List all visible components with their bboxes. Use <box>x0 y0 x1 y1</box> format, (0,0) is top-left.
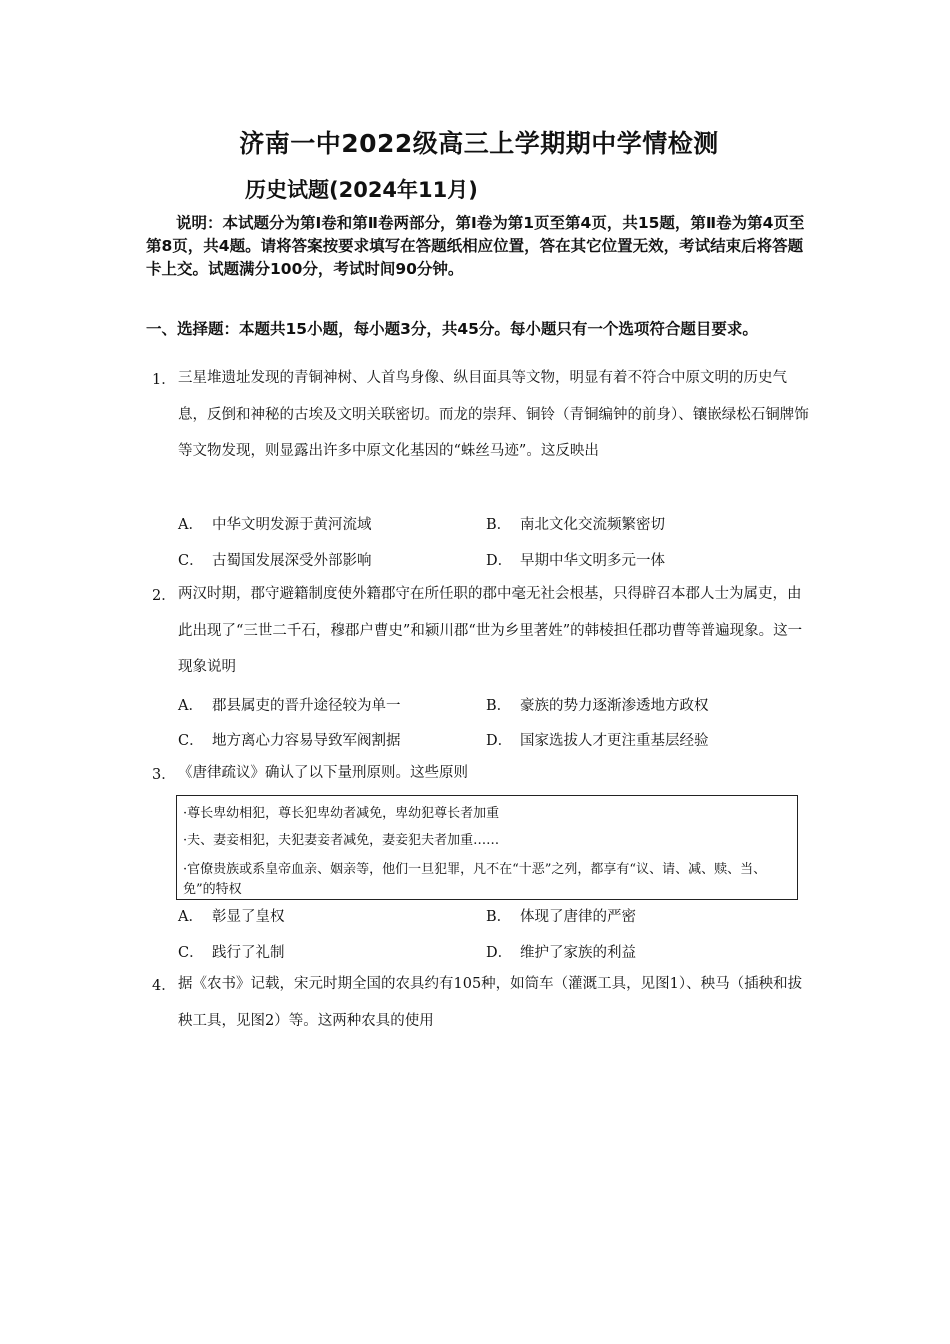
question-number: 2． <box>152 588 176 604</box>
question-stem: 《唐律疏议》确认了以下量刑原则。这些原则 <box>178 765 468 781</box>
option-letter: D． <box>486 945 513 961</box>
exam-title: 济南一中2022级高三上学期期中学情检测 <box>239 129 719 158</box>
option-a[interactable] <box>178 905 285 926</box>
option-text: 郡县属吏的晋升途径较为单一 <box>212 698 401 714</box>
question-number: 1． <box>152 372 176 388</box>
exam-instructions: 说明：本试题分为第Ⅰ卷和第Ⅱ卷两部分，第Ⅰ卷为第1页至第4页，共15题，第Ⅱ卷为第4页至第8页，共4题。请将答案按要求填写在答题纸相应位置，答在其它位置无效，考试结束后将答题卡上交。试题满分100分，考试时间90分钟。 <box>146 214 805 278</box>
option-b[interactable] <box>486 905 636 926</box>
option-letter: C． <box>178 553 204 569</box>
option-a[interactable] <box>178 694 401 715</box>
option-letter: D． <box>486 733 513 749</box>
option-letter: B． <box>486 909 512 925</box>
quote-line: ·官僚贵族或系皇帝血亲、姻亲等，他们一旦犯罪，凡不在“十恶”之列，都享有“议、请、减、赎、当、免”的特权 <box>183 862 767 897</box>
option-text: 豪族的势力逐渐渗透地方政权 <box>520 698 709 714</box>
option-b[interactable] <box>486 694 709 715</box>
option-letter: B． <box>486 517 512 533</box>
option-d[interactable] <box>486 549 665 570</box>
option-text: 中华文明发源于黄河流域 <box>212 517 372 533</box>
option-text: 国家选拔人才更注重基层经验 <box>520 733 709 749</box>
question-4 <box>152 966 812 1039</box>
exam-subtitle: 历史试题(2024年11月) <box>245 178 478 202</box>
option-text: 古蜀国发展深受外部影响 <box>212 553 372 569</box>
option-letter: A． <box>178 517 203 533</box>
question-3 <box>152 755 812 792</box>
quote-line: ·夫、妻妾相犯，夫犯妻妾者减免，妻妾犯夫者加重…… <box>183 833 500 848</box>
option-letter: A． <box>178 698 203 714</box>
option-d[interactable] <box>486 729 709 750</box>
option-text: 南北文化交流频繁密切 <box>520 517 665 533</box>
option-c[interactable] <box>178 549 372 570</box>
option-text: 早期中华文明多元一体 <box>520 553 665 569</box>
option-letter: A． <box>178 909 203 925</box>
question-2 <box>152 576 812 686</box>
option-a[interactable] <box>178 513 372 534</box>
question-stem: 两汉时期，郡守避籍制度使外籍郡守在所任职的郡中毫无社会根基，只得辟召本郡人士为属吏，由此出现了“三世二千石，穆郡户曹史”和颍川郡“世为乡里著姓”的韩棱担任郡功曹等普遍现象。这一现象说明 <box>178 586 803 675</box>
option-b[interactable] <box>486 513 665 534</box>
question-stem: 三星堆遗址发现的青铜神树、人首鸟身像、纵目面具等文物，明显有着不符合中原文明的历史气息，反倒和神秘的古埃及文明关联密切。而龙的崇拜、铜铃（青铜编钟的前身）、镶嵌绿松石铜牌饰等文物发现，则显露出许多中原文化基因的“蛛丝马迹”。这反映出 <box>178 370 809 459</box>
question-number: 3． <box>152 767 176 783</box>
question-stem: 据《农书》记载，宋元时期全国的农具约有105种，如筒车（灌溉工具，见图1）、秧马（插秧和拔秧工具，见图2）等。这两种农具的使用 <box>178 976 803 1029</box>
option-text: 体现了唐律的严密 <box>520 909 636 925</box>
question-1 <box>152 360 812 470</box>
question-number: 4． <box>152 978 176 994</box>
option-c[interactable] <box>178 729 401 750</box>
option-text: 维护了家族的利益 <box>520 945 636 961</box>
option-letter: C． <box>178 733 204 749</box>
option-letter: D． <box>486 553 513 569</box>
option-text: 践行了礼制 <box>212 945 285 961</box>
section-heading: 一、选择题：本题共15小题，每小题3分，共45分。每小题只有一个选项符合题目要求。 <box>146 320 758 338</box>
option-letter: C． <box>178 945 204 961</box>
quote-line: ·尊长卑幼相犯，尊长犯卑幼者减免，卑幼犯尊长者加重 <box>183 806 500 821</box>
option-text: 地方离心力容易导致军阀割据 <box>212 733 401 749</box>
quote-box <box>176 795 798 900</box>
option-letter: B． <box>486 698 512 714</box>
option-text: 彰显了皇权 <box>212 909 285 925</box>
option-d[interactable] <box>486 941 636 962</box>
option-c[interactable] <box>178 941 285 962</box>
